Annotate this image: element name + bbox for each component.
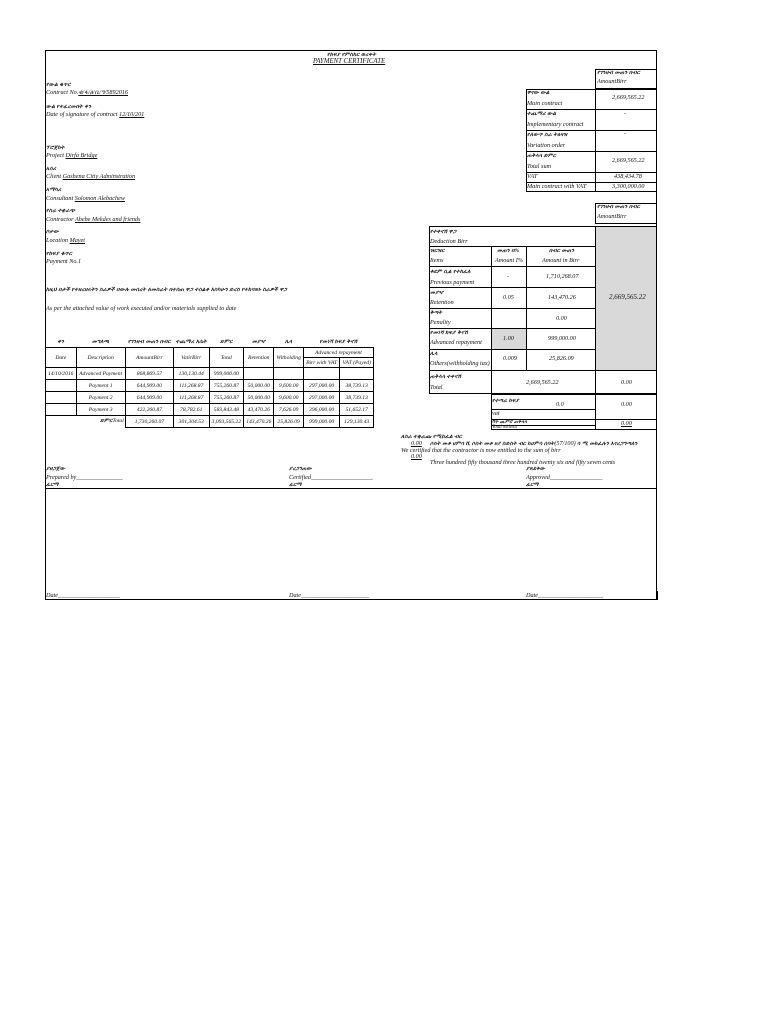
retention-pct: 0.05 [503, 294, 514, 301]
client-amharic: አሰሪ [46, 166, 57, 172]
variation-value: - [624, 130, 627, 137]
project-label: Project [46, 152, 64, 159]
amount-header-2-amharic: የገንዘብ መጠን በብር [597, 204, 640, 210]
penalty-label: Penality [430, 319, 451, 326]
contract-number-label: Contract No. [46, 89, 79, 96]
col-date-amharic: ቀን [57, 339, 65, 345]
approved-date-line: Date_____________________ [526, 592, 603, 599]
contract-amharic-label: የውል ቁጥር [46, 82, 71, 88]
main-with-vat-label: Main contract with VAT [527, 183, 587, 190]
prepared-by-label: Prepared by [46, 474, 77, 481]
project-value: Dirfa Bridge [65, 152, 98, 159]
retention-birr: 143,470.26 [548, 294, 576, 301]
others-pct: 0.009 [503, 355, 517, 362]
certified-sign-amharic: ፊርማ [289, 482, 302, 488]
deduction-total-label: Total [430, 384, 443, 391]
client-label: Client [46, 173, 62, 180]
retention-label: Retention [430, 299, 454, 306]
approved-amharic: ያጸደቀው [526, 466, 546, 472]
prev-payment-label: Previous payment [430, 279, 475, 286]
certify-amharic-label: ለስራ ተቋራጩ የሚከፈል ብር [401, 434, 462, 440]
deduction-total-amharic: ጠቅላላ ተቀናሽ [430, 374, 462, 380]
contractor-label: Contractor [46, 216, 74, 223]
col-adv-amharic: የመነሻ ክፍያ ቅናሽ [319, 339, 358, 345]
certify-amount-1: 0.00 [411, 440, 422, 447]
net-payment-right: 0.00 [621, 401, 632, 408]
th-retention: Retention [244, 348, 274, 368]
adv-repay-amharic: የመነሻ ክፍያ ቅናሽ [430, 330, 468, 336]
net-vat-amharic: ቫት ጨምሮ ጠቅላላ [492, 419, 527, 424]
certified-by-label: Certified [289, 474, 311, 481]
main-contract-amharic: ዋናው ውል [527, 90, 550, 96]
prev-payment-birr: 1,710,268.07 [546, 273, 579, 280]
items-col: Items [430, 257, 444, 264]
project-amharic: ፕሮጀክት [46, 145, 65, 151]
table-row: 14/10/2016 Advanced Payment 868,869.57 130,130.44 999,000.00 [46, 368, 374, 380]
certify-amount-2: 0.00 [411, 453, 422, 460]
others-birr: 25,826.09 [549, 355, 574, 362]
project-line [46, 152, 97, 159]
contract-date-label: Date of signature of contract [46, 111, 118, 118]
others-label: Others(withholding tax) [430, 360, 490, 367]
pct-col-amharic: መጠን በ% [497, 248, 520, 254]
penalty-amharic: ቅጣት [430, 310, 443, 316]
contract-number [46, 89, 128, 97]
consultant-value: Solomon Alebachew [74, 195, 125, 202]
pct-col: Amount I% [495, 257, 524, 264]
contract-number-value: ቁ/ፋ/ፅ/ቤ/ግ/5892016 [78, 89, 128, 96]
prev-payment-amharic: ቀደም ሲል የተከፈለ [430, 269, 471, 275]
main-contract-value: 2,669,565.22 [612, 94, 645, 101]
certified-amharic: ያረጋገጠው [289, 466, 312, 472]
impl-contract-label: Implementary contract [527, 121, 584, 128]
approved-by-line: Approved_________________ [526, 474, 603, 481]
certify-amharic-words-end: ሳ ሚ መክፈሉን እናረጋግጣለን [577, 441, 638, 447]
col-other-amharic: ሌላ [284, 339, 293, 345]
net-vat-label-eng: Total withvat [492, 425, 518, 430]
items-col-amharic: ዝርዝር [430, 248, 445, 254]
col-desc-amharic: መግለጫ [91, 339, 110, 345]
signature-section-divider [45, 488, 657, 489]
main-with-vat-value: 3,300,000.00 [612, 183, 645, 190]
th-birr-with-vat: Birr with VAT [303, 358, 340, 368]
certified-date-line: Date______________________ [289, 592, 370, 599]
location-label: Location [46, 237, 69, 244]
adv-repay-pct: 1.00 [503, 335, 514, 342]
amount-header-2: AmountBirr [597, 213, 627, 220]
net-payment-mid: 0.0 [556, 401, 564, 408]
statement-amharic: ከዚህ በታች የተዘረዘሩትን ስራዎች በውሉ መሰረት ለመስራት በተሰጠ ዋጋ ተሰልቶ እስካሁን ድረስ የተከናወኑ ስራዎች ዋጋ [46, 287, 288, 293]
page-title: PAYMENT CERTIFICATE [313, 58, 386, 65]
adv-repay-birr: 999,000.00 [548, 335, 576, 342]
col-total-amharic: ድምር [220, 339, 233, 345]
impl-contract-value: - [624, 110, 627, 117]
net-vat-label: vat [492, 410, 500, 417]
contract-date [46, 111, 144, 118]
birr-col-amharic: በብር መጠን [549, 248, 575, 254]
total-sum-value: 2,669,565.22 [612, 157, 645, 164]
statement-english: As per the attached value of work executed and/or materials supplied to date [46, 305, 237, 312]
col-vat-amharic: ተጨማሪ እሴት [175, 339, 207, 345]
total-sum-amharic: ጠቅላላ ድምር [527, 153, 557, 159]
th-vat-payed: VAT (Payed) [340, 358, 374, 368]
prev-payment-pct: - [507, 273, 510, 280]
certified-date-label: Date [289, 592, 302, 599]
vat-label: VAT [527, 173, 538, 180]
th-total: Total [209, 348, 244, 368]
certify-amharic-words: ሶስት መቶ ሀምሳ ሺ ሶስት መቶ ሀያ ስድስት ብር ከሀምሳ ሰባት [430, 441, 555, 447]
th-amount: AmountBirr [125, 348, 173, 368]
total-sum-label: Total sum [527, 163, 552, 170]
table-row: Payment 3 422,260.87 78,782.61 583,843.48 43,470.26 7,626.09 396,000.00 51,652.17 [46, 404, 374, 416]
table-row: Payment 1 644,909.00 111,268.87 755,260.87 50,000.00 9,600.00 297,000.00 38,739.13 [46, 380, 374, 392]
contractor-value: Abebe Mekdes and friends [74, 216, 141, 223]
col-amount-amharic: የገንዘብ መጠን በብር [127, 339, 171, 345]
amount-header-amharic: የገንዘብ መጠን በብር [597, 70, 640, 76]
th-withholding: Witholding [274, 348, 304, 368]
prepared-sign-amharic: ፊርማ [46, 482, 59, 488]
deduction-header-amharic: የተቀናሽ ዋጋ [430, 229, 457, 235]
consultant-amharic: አማካሪ [46, 187, 62, 193]
deduction-header: Deduction Birr [430, 238, 468, 245]
location-value: Mayet [69, 237, 86, 244]
table-row: Payment 2 644,909.00 111,268.87 755,260.87 50,000.00 9,600.00 297,000.00 38,739.13 [46, 392, 374, 404]
certify-english-line: We certified that the contractor is now entitled to the sum of birr [401, 447, 561, 454]
variation-amharic: የለውጥ ስራ ትዕዛዝ [527, 132, 568, 138]
th-adv-repayment: Advanced repayment [303, 348, 373, 358]
prepared-by-line: Prepared by_______________ [46, 474, 123, 481]
payment-amharic: የክፍያ ቁጥር [46, 251, 73, 257]
others-amharic: ሌላ [430, 351, 438, 357]
impl-contract-amharic: ተጨማሪ ውል [527, 111, 557, 117]
th-description: Description [76, 348, 125, 368]
certified-by-line: Certified____________________ [289, 474, 373, 481]
retention-amharic: መያዣ [430, 290, 444, 296]
consultant-line [46, 195, 125, 202]
approved-date-label: Date [526, 592, 539, 599]
approved-by-label: Approved [526, 474, 550, 481]
prepared-date-line: Date____________________ [46, 592, 120, 599]
amharic-title: የክፍያ የምስክር ወረቀት [327, 52, 377, 58]
payment-number: Payment No.1 [46, 258, 82, 265]
table-total-row: ድምርTotal 1,730,260.07 301,304.53 3,093,565.22 143,470.26 25,826.09 999,000.00 129,130.43 [46, 416, 374, 428]
prepared-amharic: ያዘጋጀው [46, 466, 66, 472]
contractor-line [46, 216, 140, 223]
contractor-amharic: የስራ ተቋራጭ [46, 208, 76, 214]
location-line [46, 237, 85, 244]
certify-amharic-words-mid: (57/100) [554, 440, 576, 447]
consultant-label: Consultant [46, 195, 74, 202]
table-total-amharic: ድምር [100, 418, 113, 425]
th-vat: VatirBirr [173, 348, 209, 368]
table-total-label: Total [112, 418, 124, 425]
approved-sign-amharic: ፊርማ [526, 482, 539, 488]
client-value: Gashena Citiy Adminstration [62, 173, 136, 180]
bottom-right-tick [657, 591, 658, 600]
certify-english-words: Three hundred fifty thousand three hundred twenty six and fifty seven cents [430, 459, 616, 466]
bottom-border [45, 599, 657, 600]
deduction-total-birr: 2,669,565.22 [526, 379, 559, 386]
birr-col: Amount in Birr [542, 257, 580, 264]
net-vat-right: 0.00 [621, 420, 632, 427]
deduction-total-right: 0.00 [621, 379, 632, 386]
penalty-birr: 0.00 [556, 315, 567, 322]
adv-repay-label: Advanced repayment [430, 339, 482, 346]
location-amharic: ቦታው [46, 229, 59, 235]
main-contract-label: Main contract [527, 100, 563, 107]
client-line [46, 173, 135, 180]
prepared-date-label: Date [46, 592, 59, 599]
net-payment-amharic: የተጣራ ክፍያ [492, 398, 520, 404]
amount-header: AmountBirr [597, 78, 627, 85]
col-retention-amharic: መያዣ [251, 339, 266, 345]
th-date: Date [46, 348, 77, 368]
contract-date-amharic: ውል የተፈረመበት ቀን [46, 104, 92, 110]
contract-date-value: 12/10/201 [119, 111, 145, 118]
deduction-right-total: 2,669,565.22 [609, 293, 646, 301]
variation-label: Variation order [527, 142, 566, 149]
vat-value: 438,434.78 [614, 173, 642, 180]
payment-history-table [45, 338, 374, 428]
